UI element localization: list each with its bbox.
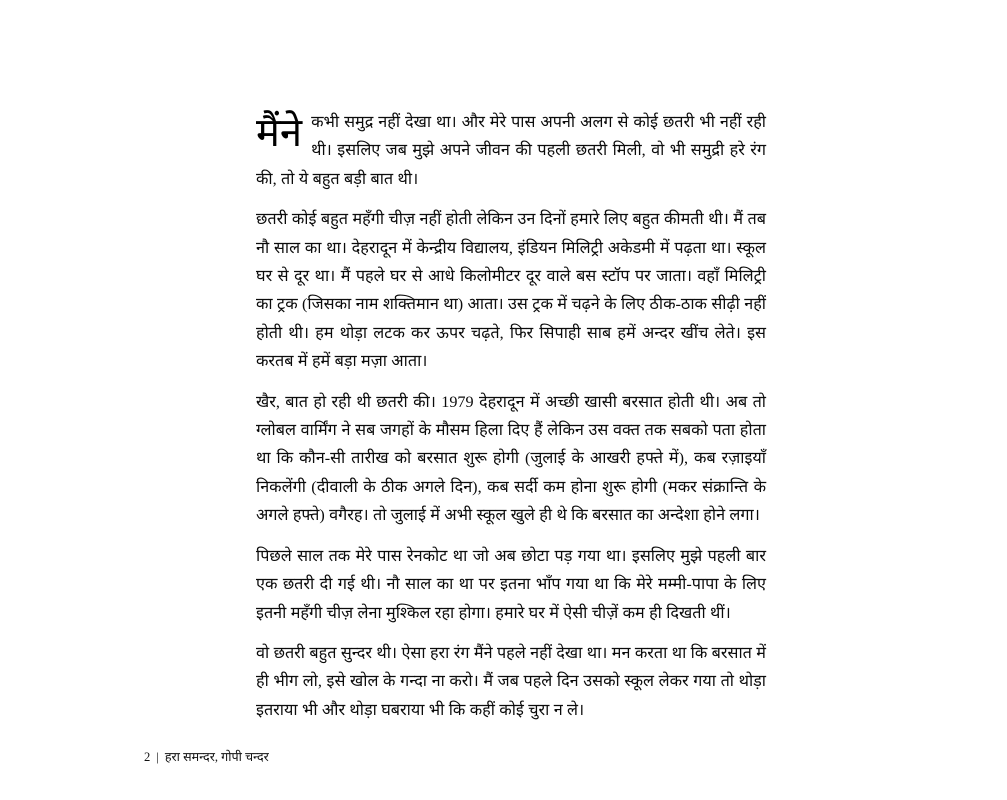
paragraph-5-text: वो छतरी बहुत सुन्दर थी। ऐसा हरा रंग मैंने पहले नहीं देखा था। मन करता था कि बरसात में ही भीग लो, इसे खोल के गन्दा ना करो। मैं जब पहले दिन उसको स्कूल लेकर गया तो थोड़ा इतराया भी और थोड़ा घबराया भी कि कहीं कोई चुरा न ले। (256, 643, 766, 719)
page-footer (144, 748, 269, 766)
footer-separator: | (156, 750, 159, 764)
paragraph-3-text: खैर, बात हो रही थी छतरी की। 1979 देहरादून में अच्छी खासी बरसात होती थी। अब तो ग्लोबल वार्मिंग ने सब जगहों के मौसम हिला दिए हैं लेकिन उस वक्त तक सबको पता होता था कि कौन-सी तारीख को बरसात शुरू होगी (जुलाई के आखरी हफ्ते में), कब रज़ाइयाँ निकलेंगी (दीवाली के ठीक अगले दिन), कब सर्दी कम होना शुरू होगी (मकर संक्रान्ति के अगले हफ्ते) वगैरह। तो जुलाई में अभी स्कूल खुले ही थे कि बरसात का अन्देशा होने लगा। (256, 392, 766, 525)
paragraph-1-text: कभी समुद्र नहीं देखा था। और मेरे पास अपनी अलग से कोई छतरी भी नहीं रही थी। इसलिए जब मुझे अपने जीवन की पहली छतरी मिली, वो भी समुद्री हरे रंग की, तो ये बहुत बड़ी बात थी। (256, 113, 766, 188)
paragraph-2 (256, 205, 766, 375)
paragraph-1 (256, 108, 766, 193)
paragraph-4-text: पिछले साल तक मेरे पास रेनकोट था जो अब छोटा पड़ गया था। इसलिए मुझे पहली बार एक छतरी दी गई थी। नौ साल का था पर इतना भाँप गया था कि मेरे मम्मी-पापा के लिए इतनी महँगी चीज़ लेना मुश्किल रहा होगा। हमारे घर में ऐसी चीज़ें कम ही दिखती थीं। (256, 546, 766, 622)
footer-page-number: 2 (144, 750, 151, 764)
drop-cap: मैंने (256, 110, 303, 155)
footer-book-title: हरा समन्दर, गोपी चन्दर (164, 750, 269, 764)
paragraph-2-text: छतरी कोई बहुत महँगी चीज़ नहीं होती लेकिन उन दिनों हमारे लिए बहुत कीमती थी। मैं तब नौ साल का था। देहरादून में केन्द्रीय विद्यालय, इंडियन मिलिट्री अकेडमी में पढ़ता था। स्कूल घर से दूर था। मैं पहले घर से आधे किलोमीटर दूर वाले बस स्टॉप पर जाता। वहाँ मिलिट्री का ट्रक (जिसका नाम शक्तिमान था) आता। उस ट्रक में चढ़ने के लिए ठीक-ठाक सीढ़ी नहीं होती थी। हम थोड़ा लटक कर ऊपर चढ़ते, फिर सिपाही साब हमें अन्दर खींच लेते। इस करतब में हमें बड़ा मज़ा आता। (256, 210, 766, 371)
body-text-column (256, 108, 766, 724)
paragraph-5 (256, 639, 766, 724)
paragraph-3 (256, 388, 766, 530)
paragraph-4 (256, 542, 766, 627)
